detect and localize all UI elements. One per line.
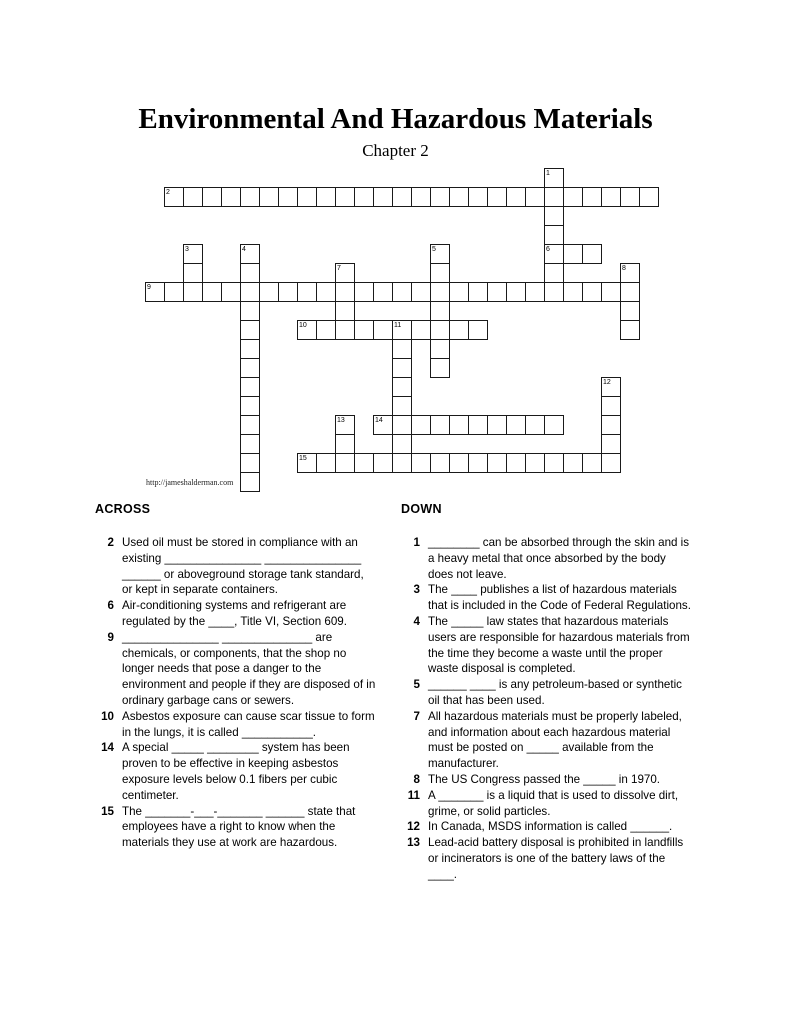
crossword-cell (392, 282, 412, 302)
crossword-cell (601, 453, 621, 473)
crossword-cell (335, 263, 355, 283)
crossword-cell (240, 282, 260, 302)
cell-number: 10 (299, 322, 307, 329)
crossword-cell (145, 282, 165, 302)
clue-item (401, 535, 691, 582)
cell-number: 1 (546, 170, 550, 177)
clue-item (95, 740, 377, 803)
crossword-cell (601, 377, 621, 397)
crossword-cell (620, 187, 640, 207)
crossword-cell (601, 282, 621, 302)
crossword-cell (316, 282, 336, 302)
crossword-cell (240, 339, 260, 359)
crossword-cell (563, 453, 583, 473)
crossword-cell (278, 282, 298, 302)
clue-item (95, 804, 377, 851)
crossword-cell (430, 301, 450, 321)
crossword-cell (487, 282, 507, 302)
crossword-cell (468, 320, 488, 340)
down-list (401, 535, 691, 883)
crossword-cell (240, 358, 260, 378)
crossword-cell (411, 187, 431, 207)
clue-text: Asbestos exposure can cause scar tissue to form in the lungs, it is called ___________. (122, 709, 375, 739)
crossword-cell (164, 187, 184, 207)
crossword-cell (297, 320, 317, 340)
crossword-cell (354, 453, 374, 473)
clue-number: 1 (413, 536, 420, 549)
crossword-cell (392, 377, 412, 397)
cell-number: 2 (166, 189, 170, 196)
crossword-cell (563, 187, 583, 207)
crossword-cell (449, 282, 469, 302)
clue-number: 11 (407, 788, 420, 802)
crossword-cell (601, 187, 621, 207)
crossword-cell (373, 453, 393, 473)
crossword-cell (449, 415, 469, 435)
crossword-cell (430, 187, 450, 207)
clue-item (95, 535, 377, 598)
cell-number: 11 (394, 322, 402, 329)
crossword-cell (202, 282, 222, 302)
clue-text: A special _____ ________ system has been proven to be effective in keeping asbestos exposure levels below 0.1 fibers per cubic centimeter. (122, 741, 350, 802)
down-header: DOWN (401, 502, 442, 516)
crossword-cell (240, 263, 260, 283)
across-header: ACROSS (95, 502, 151, 516)
crossword-cell (544, 282, 564, 302)
crossword-cell (392, 320, 412, 340)
crossword-cell (335, 453, 355, 473)
crossword-cell (449, 453, 469, 473)
crossword-cell (335, 434, 355, 454)
crossword-cell (601, 415, 621, 435)
crossword-cell (544, 206, 564, 226)
crossword-cell (392, 396, 412, 416)
crossword-cell (544, 263, 564, 283)
crossword-cell (335, 282, 355, 302)
clue-item (401, 614, 691, 677)
crossword-cell (525, 415, 545, 435)
crossword-cell (506, 453, 526, 473)
crossword-cell (316, 453, 336, 473)
crossword-cell (525, 453, 545, 473)
crossword-cell (506, 282, 526, 302)
clue-text: _______________ ______________ are chemicals, or components, that the shop no longer needs that pose a danger to the environment and people if they are disposed of in ordinary garbage cans or sewers. (122, 630, 376, 707)
clue-item (401, 709, 691, 772)
crossword-cell (468, 453, 488, 473)
clue-text: Air-conditioning systems and refrigerant are regulated by the ____, Title VI, Section 609. (122, 599, 347, 628)
cell-number: 7 (337, 265, 341, 272)
clue-item (95, 598, 377, 630)
crossword-cell (354, 187, 374, 207)
crossword-cell (392, 453, 412, 473)
clue-text: The US Congress passed the _____ in 1970. (428, 772, 661, 786)
across-section (95, 502, 377, 851)
crossword-cell (582, 187, 602, 207)
crossword-cell (278, 187, 298, 207)
cell-number: 5 (432, 246, 436, 253)
crossword-cell (297, 453, 317, 473)
clue-number: 12 (407, 820, 420, 834)
cell-number: 12 (603, 379, 611, 386)
crossword-cell (544, 168, 564, 188)
crossword-cell (487, 187, 507, 207)
crossword-cell (373, 320, 393, 340)
crossword-cell (487, 453, 507, 473)
down-section (401, 502, 691, 883)
crossword-cell (430, 453, 450, 473)
crossword-cell (430, 282, 450, 302)
crossword-cell (392, 434, 412, 454)
crossword-cell (240, 301, 260, 321)
crossword-cell (240, 415, 260, 435)
crossword-cell (411, 282, 431, 302)
crossword-cell (297, 282, 317, 302)
crossword-cell (430, 339, 450, 359)
clue-text: The _____ law states that hazardous materials users are responsible for hazardous materials from the time they become a waste until the proper waste disposal is completed. (428, 614, 690, 676)
crossword-cell (221, 187, 241, 207)
crossword-cell (392, 187, 412, 207)
cell-number: 13 (337, 417, 345, 424)
clue-number: 9 (107, 630, 114, 644)
crossword-cell (468, 282, 488, 302)
crossword-cell (525, 282, 545, 302)
cell-number: 3 (185, 246, 189, 253)
crossword-cell (373, 282, 393, 302)
crossword-cell (240, 434, 260, 454)
clue-text: Lead-acid battery disposal is prohibited in landfills or incinerators is one of the battery laws of the ____. (428, 836, 684, 881)
crossword-cell (240, 244, 260, 264)
crossword-cell (240, 472, 260, 492)
crossword-cell (335, 187, 355, 207)
clue-item (95, 709, 377, 741)
across-list (95, 535, 377, 851)
crossword-cell (354, 282, 374, 302)
crossword-cell (506, 415, 526, 435)
crossword-cell (164, 282, 184, 302)
crossword-cell (373, 415, 393, 435)
crossword-cell (411, 320, 431, 340)
crossword-cell (240, 453, 260, 473)
crossword-cell (430, 358, 450, 378)
crossword-cell (354, 320, 374, 340)
crossword-cell (392, 415, 412, 435)
crossword-cell (335, 301, 355, 321)
clue-number: 2 (107, 536, 114, 549)
crossword-cell (468, 415, 488, 435)
clue-text: In Canada, MSDS information is called ______. (428, 820, 673, 834)
cell-number: 4 (242, 246, 246, 253)
crossword-cell (620, 301, 640, 321)
source-url: http://jameshalderman.com (146, 478, 234, 487)
crossword-cell (259, 187, 279, 207)
clue-number: 8 (413, 772, 420, 786)
clue-item (401, 772, 691, 788)
crossword-grid (145, 168, 690, 503)
crossword-cell (601, 434, 621, 454)
cell-number: 9 (147, 284, 151, 291)
clue-text: All hazardous materials must be properly labeled, and information about each hazardous material must be posted on _____ available from the manufacturer. (428, 709, 682, 771)
crossword-cell (601, 396, 621, 416)
crossword-cell (430, 244, 450, 264)
crossword-cell (582, 453, 602, 473)
clue-text: ________ can be absorbed through the skin and is a heavy metal that once absorbed by the body does not leave. (428, 536, 690, 581)
crossword-cell (430, 320, 450, 340)
clue-number: 7 (413, 709, 420, 723)
crossword-cell (259, 282, 279, 302)
clue-number: 15 (101, 804, 114, 818)
clue-item (401, 788, 691, 820)
crossword-cell (544, 244, 564, 264)
clue-item (401, 835, 691, 882)
clue-item (95, 630, 377, 709)
crossword-cell (373, 187, 393, 207)
cell-number: 15 (299, 455, 307, 462)
crossword-cell (449, 187, 469, 207)
crossword-cell (202, 187, 222, 207)
crossword-cell (183, 244, 203, 264)
crossword-cell (468, 187, 488, 207)
crossword-cell (411, 453, 431, 473)
crossword-cell (620, 263, 640, 283)
crossword-cell (449, 320, 469, 340)
clue-number: 4 (413, 614, 420, 628)
crossword-cell (563, 244, 583, 264)
page-title: Environmental And Hazardous Materials (138, 103, 653, 135)
crossword-cell (335, 415, 355, 435)
clue-item (401, 677, 691, 709)
clue-number: 3 (413, 583, 420, 597)
cell-number: 14 (375, 417, 383, 424)
crossword-cell (544, 415, 564, 435)
crossword-cell (487, 415, 507, 435)
crossword-cell (240, 396, 260, 416)
crossword-cell (183, 282, 203, 302)
crossword-cell (563, 282, 583, 302)
crossword-cell (316, 320, 336, 340)
crossword-cell (183, 263, 203, 283)
clue-text: The _______-___-_______ ______ state that employees have a right to know when the materials they use at work are hazardous. (122, 804, 356, 850)
clue-number: 10 (101, 709, 114, 723)
clue-number: 14 (101, 741, 114, 755)
crossword-cell (639, 187, 659, 207)
crossword-cell (240, 320, 260, 340)
clue-number: 5 (413, 678, 420, 692)
cell-number: 8 (622, 265, 626, 272)
crossword-cell (392, 339, 412, 359)
clue-text: The ____ publishes a list of hazardous materials that is included in the Code of Federal Regulations. (428, 583, 691, 613)
crossword-cell (506, 187, 526, 207)
clue-text: Used oil must be stored in compliance with an existing _______________ _______________ ______ or aboveground storage tank standard, or kept in separate containers. (122, 536, 364, 597)
crossword-cell (411, 415, 431, 435)
crossword-cell (582, 244, 602, 264)
crossword-cell (544, 225, 564, 245)
crossword-cell (221, 282, 241, 302)
cell-number: 6 (546, 246, 550, 253)
clue-number: 13 (407, 836, 420, 850)
clue-text: ______ ____ is any petroleum-based or synthetic oil that has been used. (428, 678, 682, 707)
crossword-cell (335, 320, 355, 340)
clue-item (401, 819, 691, 835)
crossword-cell (620, 320, 640, 340)
crossword-cell (240, 187, 260, 207)
crossword-cell (582, 282, 602, 302)
clue-item (401, 582, 691, 614)
crossword-cell (430, 415, 450, 435)
crossword-cell (430, 263, 450, 283)
crossword-cell (297, 187, 317, 207)
crossword-cell (240, 377, 260, 397)
crossword-cell (620, 282, 640, 302)
crossword-cell (544, 453, 564, 473)
crossword-cell (525, 187, 545, 207)
crossword-cell (316, 187, 336, 207)
crossword-cell (544, 187, 564, 207)
clue-number: 6 (107, 599, 114, 613)
page-subtitle: Chapter 2 (362, 141, 429, 160)
crossword-cell (392, 358, 412, 378)
crossword-cell (183, 187, 203, 207)
clue-text: A _______ is a liquid that is used to dissolve dirt, grime, or solid particles. (428, 788, 679, 818)
